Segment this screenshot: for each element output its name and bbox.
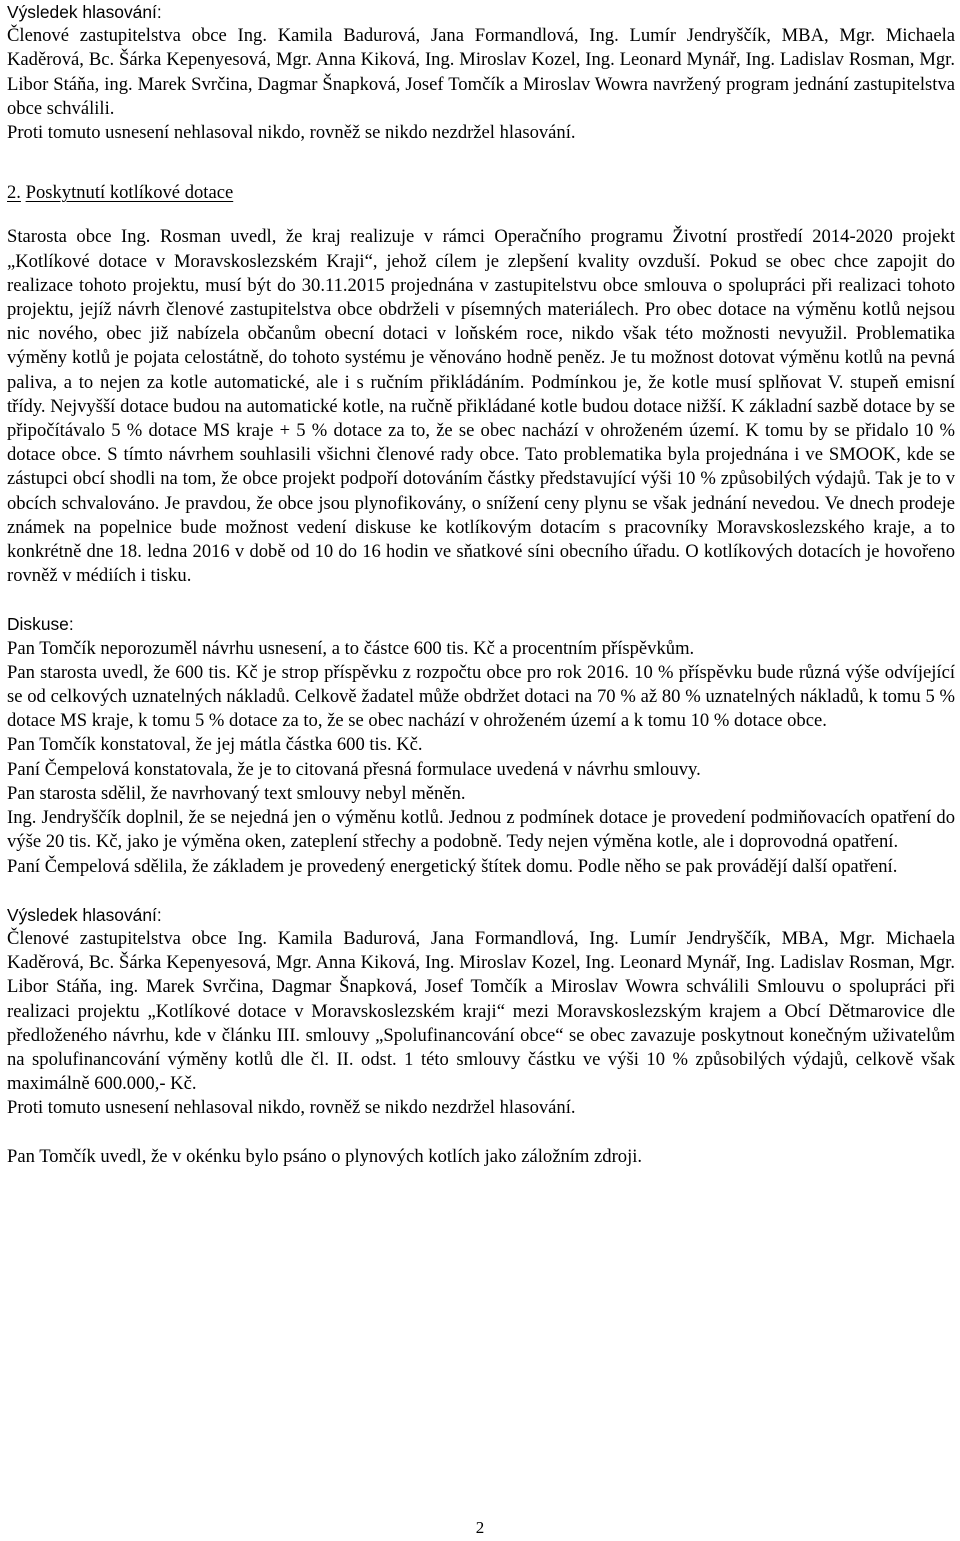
spacer [7,145,955,181]
voting-result-heading: Výsledek hlasování: [7,904,162,925]
discussion-item: Paní Čempelová konstatovala, že je to citovaná přesná formulace uvedená v návrhu smlouvy. [7,758,701,780]
voting-result-note: Proti tomuto usnesení nehlasoval nikdo, rovněž se nikdo nezdržel hlasování. [7,122,576,144]
spacer [7,588,955,612]
voting-result-text: Členové zastupitelstva obce Ing. Kamila Badurová, Jana Formandlová, Ing. Lumír Jendryščík, MBA, Mgr. Michaela Kaděrová, Bc. Šárka Kepenyesová, Mgr. Anna Kiková, Ing. Miroslav Kozel, Ing. Leonard Mynář, Ing. Ladislav Rosman, Mgr. Libor Stáňa, ing. Marek Svrčina, Dagmar Šnapková, Josef Tomčík a Miroslav Wowra schválili Smlouvu o spolupráci při realizaci projektu „Kotlíkové dotace v Moravskoslezském kraji“ mezi Moravskoslezským krajem a Obcí Dětmarovice dle předloženého návrhu, kde v článku III. smlouvy „Spolufinancování obce“ se obec zavazuje poskytnout konečným uživatelům na spolufinancování výměny kotlů dle čl. II. odst. 1 této smlouvy částku ve výši 10 % způsobilých výdajů, celkově však maximálně 600.000,- Kč. [7,927,955,1095]
discussion-item: Pan Tomčík neporozuměl návrhu usnesení, a to částce 600 tis. Kč a procentním příspěvkům. [7,637,695,659]
section-title: Poskytnutí kotlíkové dotace [25,182,234,204]
spacer [7,1121,955,1145]
discussion-item: Paní Čempelová sdělila, že základem je provedený energetický štítek domu. Podle něho se pak provádějí další opatření. [7,855,898,877]
discussion-heading: Diskuse: [7,614,74,635]
voting-result-note: Proti tomuto usnesení nehlasoval nikdo, rovněž se nikdo nezdržel hlasování. [7,1097,576,1119]
page-number: 2 [475,1518,485,1537]
discussion-item: Pan starosta uvedl, že 600 tis. Kč je strop příspěvku z rozpočtu obce pro rok 2016. 10 % příspěvku bude různá výše odvíjející se od celkových uznatelných nákladů. Celkově žadatel může obdržet dotaci na 70 % až 80 % uznatelných nákladů, k tomu 5 % dotace MS kraje, k tomu 5 % dotace za to, že se obec nachází v ohroženém území a k tomu 10 % dotace obce. [7,661,955,732]
section-number: 2. [7,182,21,204]
discussion-item: Ing. Jendryščík doplnil, že se nejedná jen o výměnu kotlů. Jednou z podmínek dotace je provedení podmiňovacích opatření do výše 20 tis. Kč, jako je výměna oken, zateplení střechy a podobně. Tedy nejen výměna kotle, ale i doprovodná opatření. [7,807,955,853]
voting-result-heading: Výsledek hlasování: [7,2,162,22]
voting-result-text: Členové zastupitelstva obce Ing. Kamila Badurová, Jana Formandlová, Ing. Lumír Jendryščík, MBA, Mgr. Michaela Kaděrová, Bc. Šárka Kepenyesová, Mgr. Anna Kiková, Ing. Miroslav Kozel, Ing. Leonard Mynář, Ing. Ladislav Rosman, Mgr. Libor Stáňa, ing. Marek Svrčina, Dagmar Šnapková, Josef Tomčík a Miroslav Wowra navržený program jednání zastupitelstva obce schválili. [7,25,955,119]
document-page [7,0,955,1169]
closing-statement: Pan Tomčík uvedl, že v okénku bylo psáno o plynových kotlích jako záložním zdroji. [7,1145,643,1167]
spacer [7,205,955,225]
discussion-item: Pan starosta sdělil, že navrhovaný text smlouvy nebyl měněn. [7,782,466,804]
spacer [7,879,955,903]
section-heading [7,181,955,205]
discussion-item: Pan Tomčík konstatoval, že jej mátla částka 600 tis. Kč. [7,734,423,756]
section-body: Starosta obce Ing. Rosman uvedl, že kraj realizuje v rámci Operačního programu Životní prostředí 2014-2020 projekt „Kotlíkové dotace v Moravskoslezském Kraji“, jehož cílem je zlepšení kvality ovzduší. Pokud se obec chce zapojit do realizace tohoto projektu, musí být do 30.11.2015 projednána v zastupitelstvu obce smlouva o spolupráci při realizaci tohoto projektu, jejíž návrh členové zastupitelstva obce obdrželi v písemných materiálech. Pro obec dotace na výměnu kotlů nejsou nic nového, obec již nabízela občanům obecní dotaci v loňském roce, nikdo však této možnosti nevyužil. Problematika výměny kotlů je pojata celostátně, do tohoto systému je věnováno hodně peněz. Je tu možnost dotovat výměnu kotlů na pevná paliva, a to nejen za kotle automatické, ale i s ručním přikládáním. Podmínkou je, že kotle musí splňovat V. stupeň emisní třídy. Nejvyšší dotace budou na automatické kotle, na ručně přikládané kotle budou dotace nižší. K základní sazbě dotace by se připočítávalo 5 % dotace MS kraje + 5 % dotace za to, že se obec nachází v ohroženém území. K tomu by se přidalo 10 % dotace obce. S tímto návrhem souhlasili všichni členové rady obce. Tato problematika byla projednána i ve SMOOK, kde se zástupci obcí shodli na tom, že obce projekt podpoří dotováním částky představující výši 10 % způsobilých výdajů. Tak je to v obcích schvalováno. Je pravdou, že obce jsou plynofikovány, o snížení ceny plynu se však jednání nevedou. Ve dnech prodeje známek na popelnice bude možnost vedení diskuse ke kotlíkovým dotacím s pracovníky Moravskoslezského kraje, a to konkrétně dne 18. ledna 2016 v době od 10 do 16 hodin ve sňatkové síni obecního úřadu. O kotlíkových dotacích je hovořeno rovněž v médiích i tisku. [7,226,955,587]
